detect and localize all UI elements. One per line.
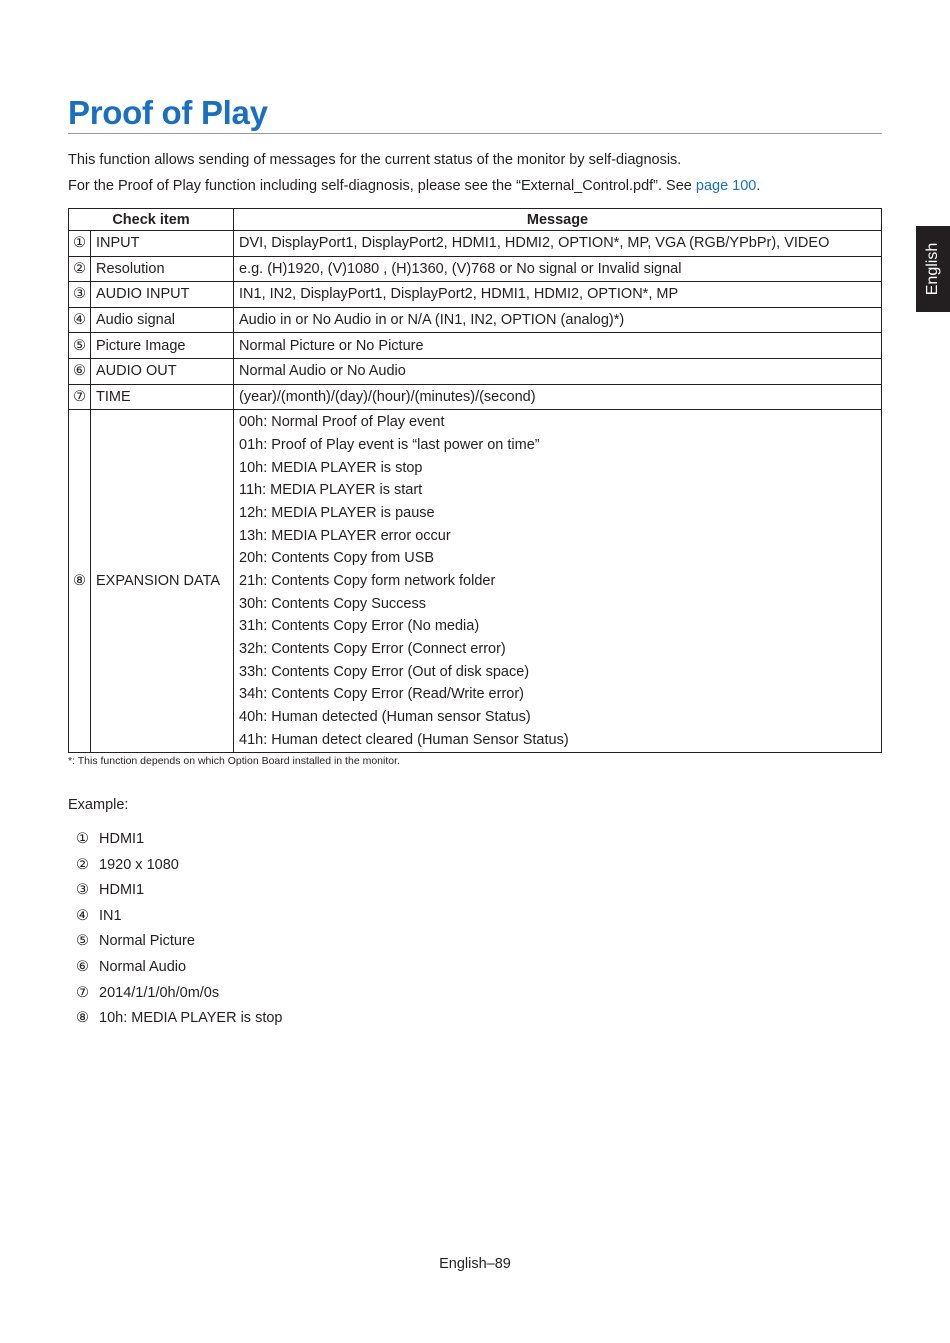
row-number: ③ (69, 282, 91, 308)
row-number: ② (69, 256, 91, 282)
row-number: ⑦ (69, 384, 91, 410)
row-check-item: Audio signal (91, 307, 234, 333)
table-row (69, 307, 882, 333)
row-number: ⑥ (69, 358, 91, 384)
expansion-message-list (234, 410, 882, 753)
row-message: Audio in or No Audio in or N/A (IN1, IN2, OPTION (analog)*) (234, 307, 882, 333)
header-message: Message (234, 209, 882, 231)
list-item (76, 829, 282, 855)
row-message: Normal Audio or No Audio (234, 358, 882, 384)
row-number: ④ (69, 307, 91, 333)
expansion-line: 31h: Contents Copy Error (No media) (239, 618, 480, 635)
list-item (76, 906, 282, 932)
example-number: ⑧ (76, 1010, 89, 1027)
table-row (69, 282, 882, 308)
title-divider (68, 133, 882, 134)
expansion-line: 10h: MEDIA PLAYER is stop (239, 459, 423, 476)
example-heading: Example: (68, 797, 129, 813)
expansion-line: 41h: Human detect cleared (Human Sensor Status) (239, 731, 569, 748)
expansion-line: 11h: MEDIA PLAYER is start (239, 482, 423, 499)
row-check-item: AUDIO INPUT (91, 282, 234, 308)
row-check-item: INPUT (91, 231, 234, 257)
intro-paragraph-2 (68, 178, 760, 194)
header-check-item: Check item (69, 209, 234, 231)
intro-paragraph-1: This function allows sending of messages for the current status of the monitor by self-diagnosis. (68, 152, 682, 168)
row-check-item: EXPANSION DATA (91, 410, 234, 753)
expansion-line: 00h: Normal Proof of Play event (239, 414, 445, 431)
example-list (76, 829, 282, 1034)
list-item (76, 983, 282, 1009)
example-number: ④ (76, 907, 89, 924)
table-header-row (69, 209, 882, 231)
expansion-line: 12h: MEDIA PLAYER is pause (239, 504, 435, 521)
expansion-line: 20h: Contents Copy from USB (239, 550, 435, 567)
page-number: English–89 (439, 1256, 511, 1272)
expansion-line: 33h: Contents Copy Error (Out of disk space) (239, 663, 530, 680)
list-item (76, 1008, 282, 1034)
row-message: e.g. (H)1920, (V)1080 , (H)1360, (V)768 or No signal or Invalid signal (234, 256, 882, 282)
expansion-line: 40h: Human detected (Human sensor Status) (239, 709, 531, 726)
table-footnote: *: This function depends on which Option Board installed in the monitor. (68, 755, 400, 767)
language-tab-label: English (924, 242, 941, 296)
intro-text-end: . (756, 178, 761, 194)
page-title: Proof of Play (68, 94, 268, 131)
example-text: 2014/1/1/0h/0m/0s (99, 984, 220, 1001)
example-number: ① (76, 831, 89, 847)
example-text: IN1 (99, 907, 122, 924)
table-row (69, 256, 882, 282)
list-item (76, 880, 282, 906)
example-number: ③ (76, 882, 89, 899)
row-message: DVI, DisplayPort1, DisplayPort2, HDMI1, HDMI2, OPTION*, MP, VGA (RGB/YPbPr), VIDEO (234, 231, 882, 257)
example-text: Normal Audio (99, 958, 187, 975)
table-row (69, 231, 882, 257)
row-check-item: Resolution (91, 256, 234, 282)
table-row (69, 333, 882, 359)
row-message: IN1, IN2, DisplayPort1, DisplayPort2, HDMI1, HDMI2, OPTION*, MP (234, 282, 882, 308)
page-100-link[interactable]: page 100 (695, 178, 757, 194)
table-row-expansion (69, 410, 882, 753)
intro-text: For the Proof of Play function including self-diagnosis, please see the “External_Control.pdf”. See (68, 178, 696, 194)
row-number: ⑤ (69, 333, 91, 359)
language-side-tab (916, 226, 950, 312)
example-text: 1920 x 1080 (99, 856, 179, 873)
row-check-item: TIME (91, 384, 234, 410)
row-check-item: AUDIO OUT (91, 358, 234, 384)
example-text: 10h: MEDIA PLAYER is stop (99, 1010, 283, 1027)
row-message: (year)/(month)/(day)/(hour)/(minutes)/(second) (234, 384, 882, 410)
example-number: ⑥ (76, 958, 89, 975)
expansion-line: 34h: Contents Copy Error (Read/Write error) (239, 686, 525, 703)
expansion-line: 21h: Contents Copy form network folder (239, 572, 496, 589)
list-item (76, 931, 282, 957)
example-text: HDMI1 (99, 882, 145, 899)
example-number: ⑦ (76, 984, 89, 1001)
expansion-line: 01h: Proof of Play event is “last power on time” (239, 436, 540, 453)
row-number: ① (69, 231, 91, 257)
table-body (69, 231, 882, 753)
example-text: Normal Picture (99, 933, 195, 950)
row-number: ⑧ (69, 410, 91, 753)
table-row (69, 384, 882, 410)
expansion-line: 13h: MEDIA PLAYER error occur (239, 527, 451, 544)
example-number: ② (76, 856, 89, 873)
example-text: HDMI1 (99, 831, 145, 847)
table-row (69, 358, 882, 384)
list-item (76, 855, 282, 881)
row-check-item: Picture Image (91, 333, 234, 359)
proof-of-play-table (68, 208, 882, 753)
list-item (76, 957, 282, 983)
expansion-line: 30h: Contents Copy Success (239, 595, 426, 612)
example-number: ⑤ (76, 933, 89, 950)
row-message: Normal Picture or No Picture (234, 333, 882, 359)
expansion-line: 32h: Contents Copy Error (Connect error) (239, 641, 506, 658)
